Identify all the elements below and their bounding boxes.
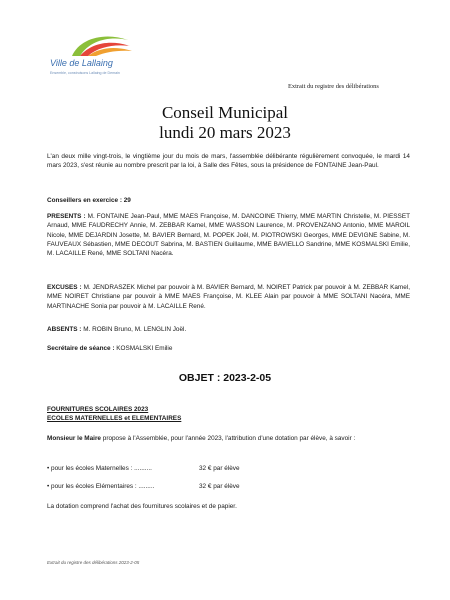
title-line-2: lundi 20 mars 2023 [159,123,291,142]
proposal-lead: Monsieur le Maire [47,435,101,442]
allocation-label: • pour les écoles Elémentaires : ......... [47,483,155,491]
list-item [47,464,410,473]
logo-tagline: Ensemble, construisons Lallaing de Demain [50,71,120,75]
secretaire-label: Secrétaire de séance : [47,345,115,352]
excuses-paragraph [47,283,410,311]
allocation-label: • pour les écoles Maternelles : .......... [47,465,152,472]
allocation-amount: 32 € par élève [199,483,240,491]
presents-paragraph [47,212,410,258]
objet-heading: OBJET : 2023-2-05 [178,372,272,384]
logo-name: Ville de Lallaing [50,58,113,68]
absents-text: M. ROBIN Bruno, M. LENGLIN Joël. [83,326,187,333]
section-heading-1: FOURNITURES SCOLAIRES 2023 [47,406,149,413]
excuses-label: EXCUSES : [47,284,82,291]
absents-label: ABSENTS : [47,326,82,333]
list-item [47,482,410,491]
proposal-paragraph [47,434,410,443]
logo-swoosh-icon [50,30,150,60]
secretaire-text: KOSMALSKI Emilie [116,345,173,352]
excuses-text: M. JENDRASZEK Michel par pouvoir à M. BAVIER Bernard, M. NOIRET Patrick par pouvoir à M. ZEBBAR Kamel, MME NOIRET Christiane par pouvoir à MME MAES Françoise, M. KLEE Alain par pouvoir à MME SOLTANI Nacéra, MME MARTINACHE Sonia par pouvoir à M. LACAILLE René. [47,284,410,310]
page-footer: Extrait du registre des délibérations 2023-2-05 [47,560,140,565]
secretaire-paragraph [47,344,410,353]
document-title [0,103,450,143]
section-heading-2: ECOLES MATERNELLES et ELEMENTAIRES [47,415,182,422]
closing-paragraph: La dotation comprend l'achat des fournitures scolaires et de papier. [47,503,237,510]
title-line-1: Conseil Municipal [161,103,289,122]
city-logo [50,30,150,90]
presents-text: M. FONTAINE Jean-Paul, MME MAES Françoise, M. DANCOINE Thierry, MME MARTIN Christelle, M. PIESSET Arnaud, MME FAUDRECHY Annie, M. ZEBBAR Kamel, MME WASSON Laurence, M. PROVENZANO Antonio, MME MAROIL Nicole, MME DEJARDIN Josette, M. BAVIER Bernard, M. POPEK Joël, M. PIOTROWSKI Georges, MME DEVIGNE Sabine, M. FAUVEAUX Sébastien, MME DECOUT Sabrina, M. BASTIEN Guillaume, MME BAVIELLO Sandrine, MME KOSMALSKI Emilie, M. LACAILLE René, MME SOLTANI Nacéra. [47,213,410,258]
presents-label: PRESENTS : [47,213,86,220]
allocation-amount: 32 € par élève [199,465,240,472]
intro-paragraph: L'an deux mille vingt-trois, le vingtième jour du mois de mars, l'assemblée délibérante régulièrement convoquée, le mardi 14 mars 2023, s'est réunie au nombre prescrit par la loi, à Salle des Fêtes, sous la présidence de FONTAINE Jean-Paul. [47,153,410,170]
conseillers-label: Conseillers en exercice : 29 [47,197,131,204]
allocation-list [47,464,410,492]
absents-paragraph [47,325,410,334]
extract-label: Extrait du registre des délibérations [288,83,379,90]
proposal-text: propose à l'Assemblée, pour l'année 2023, l'attribution d'une dotation par élève, à savoir : [100,435,356,442]
